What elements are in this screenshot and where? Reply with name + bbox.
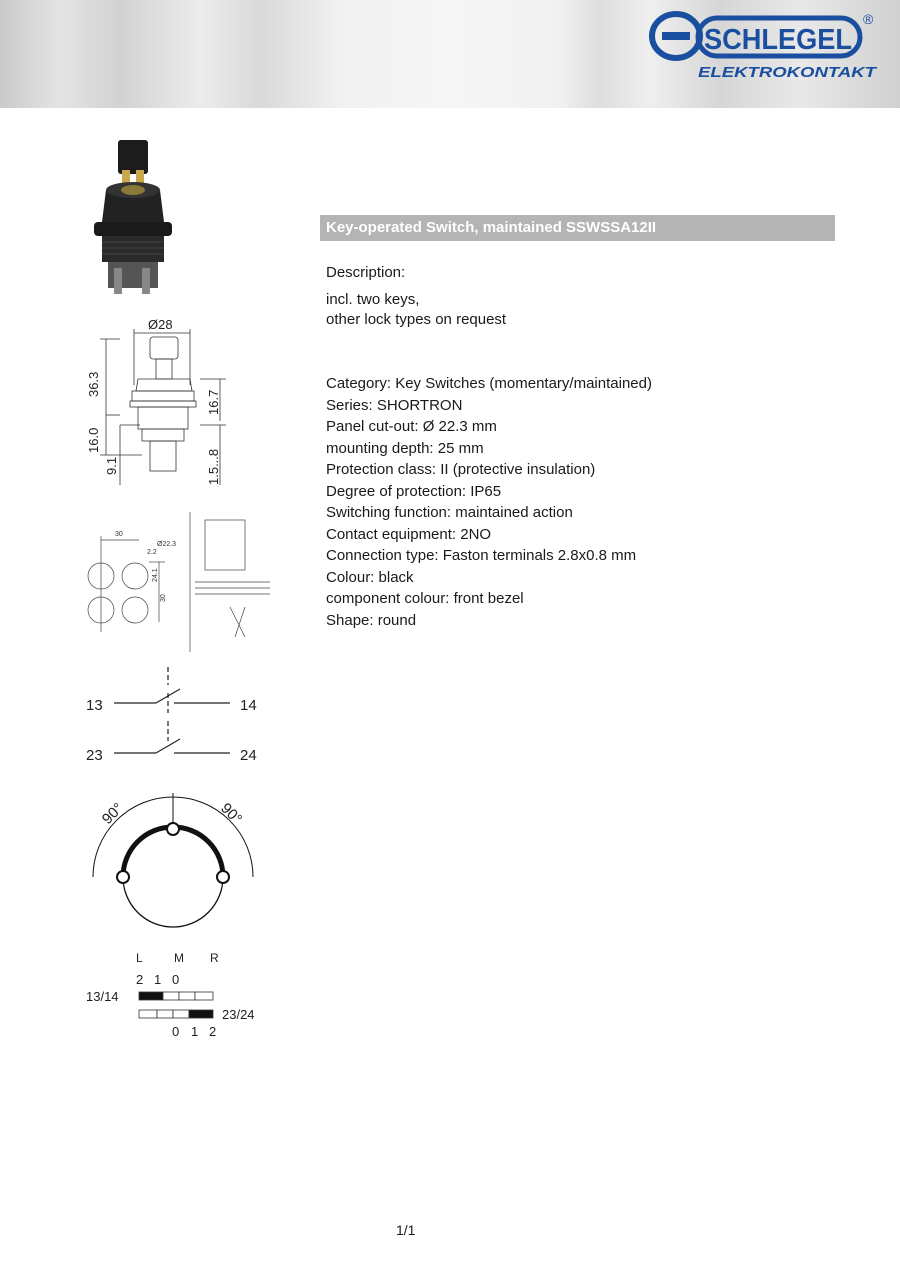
dim-diameter: Ø28 (148, 317, 173, 332)
angle-right: 90° (217, 799, 246, 828)
description-line: incl. two keys, (326, 291, 420, 308)
row2-label: 23/24 (222, 1007, 255, 1022)
row1-pos-1: 1 (154, 972, 162, 987)
contact-23: 23 (86, 747, 103, 764)
row2-pos-1: 1 (191, 1024, 199, 1039)
dim-total-height: 36.3 (86, 371, 101, 397)
row2-pos-0: 0 (172, 1024, 180, 1039)
cut-spacing-y: 30 (160, 594, 167, 602)
spec-contact-equipment: Contact equipment: 2NO (326, 525, 492, 543)
page-number: 1/1 (396, 1222, 416, 1238)
spec-component-colour: component colour: front bezel (326, 590, 524, 607)
spec-protection-class: Protection class: II (protective insulation) (326, 461, 596, 478)
brand-logo (648, 8, 880, 82)
spec-colour: Colour: black (326, 568, 414, 586)
dim-lower: 16.0 (86, 427, 101, 453)
contact-13: 13 (86, 697, 103, 714)
dim-front: 16.7 (206, 389, 221, 415)
pos-M: M (174, 951, 184, 965)
spec-mounting-depth: mounting depth: 25 mm (326, 439, 484, 457)
description-line: other lock types on request (326, 311, 507, 328)
contact-diagram (80, 665, 270, 765)
spec-connection-type: Connection type: Faston terminals 2.8x0.8 mm (326, 547, 637, 564)
logo-name: SCHLEGEL (704, 24, 852, 56)
spec-panel-cutout: Panel cut-out: Ø 22.3 mm (326, 418, 497, 435)
cut-spacing-x: 30 (115, 531, 123, 538)
description-text (326, 290, 506, 330)
contact-14: 14 (240, 697, 257, 714)
product-photo (88, 130, 178, 300)
row1-label: 13/14 (86, 989, 119, 1004)
angle-diagram (80, 785, 270, 930)
dimension-drawing (80, 315, 240, 490)
cut-tolerance: 2.2 (147, 549, 157, 556)
angle-left: 90° (98, 799, 127, 828)
cutout-drawing (85, 512, 275, 652)
spec-list (326, 373, 652, 631)
pos-L: L (136, 951, 143, 965)
pos-R: R (210, 951, 219, 965)
spec-switching-function: Switching function: maintained action (326, 504, 573, 521)
spec-category: Category: Key Switches (momentary/maintained) (326, 375, 652, 392)
cut-height: 24.1 (152, 568, 159, 582)
cut-hole: Ø22.3 (157, 541, 177, 548)
row1-pos-0: 0 (172, 972, 180, 987)
logo-subtitle: ELEKTROKONTAKT (698, 64, 879, 81)
product-title: Key-operated Switch, maintained SSWSSA12II (320, 215, 835, 241)
logo-registered: ® (863, 11, 874, 27)
spec-shape: Shape: round (326, 611, 417, 629)
spec-series: Series: SHORTRON (326, 396, 463, 414)
description-label: Description: (326, 264, 406, 281)
row1-pos-2: 2 (136, 972, 144, 987)
row2-pos-2: 2 (209, 1024, 217, 1039)
switching-table (80, 945, 280, 1045)
spec-degree-protection: Degree of protection: IP65 (326, 482, 502, 500)
contact-24: 24 (240, 747, 257, 764)
dim-panel: 1.5...8 (206, 448, 221, 485)
dim-depth: 9.1 (104, 456, 119, 475)
